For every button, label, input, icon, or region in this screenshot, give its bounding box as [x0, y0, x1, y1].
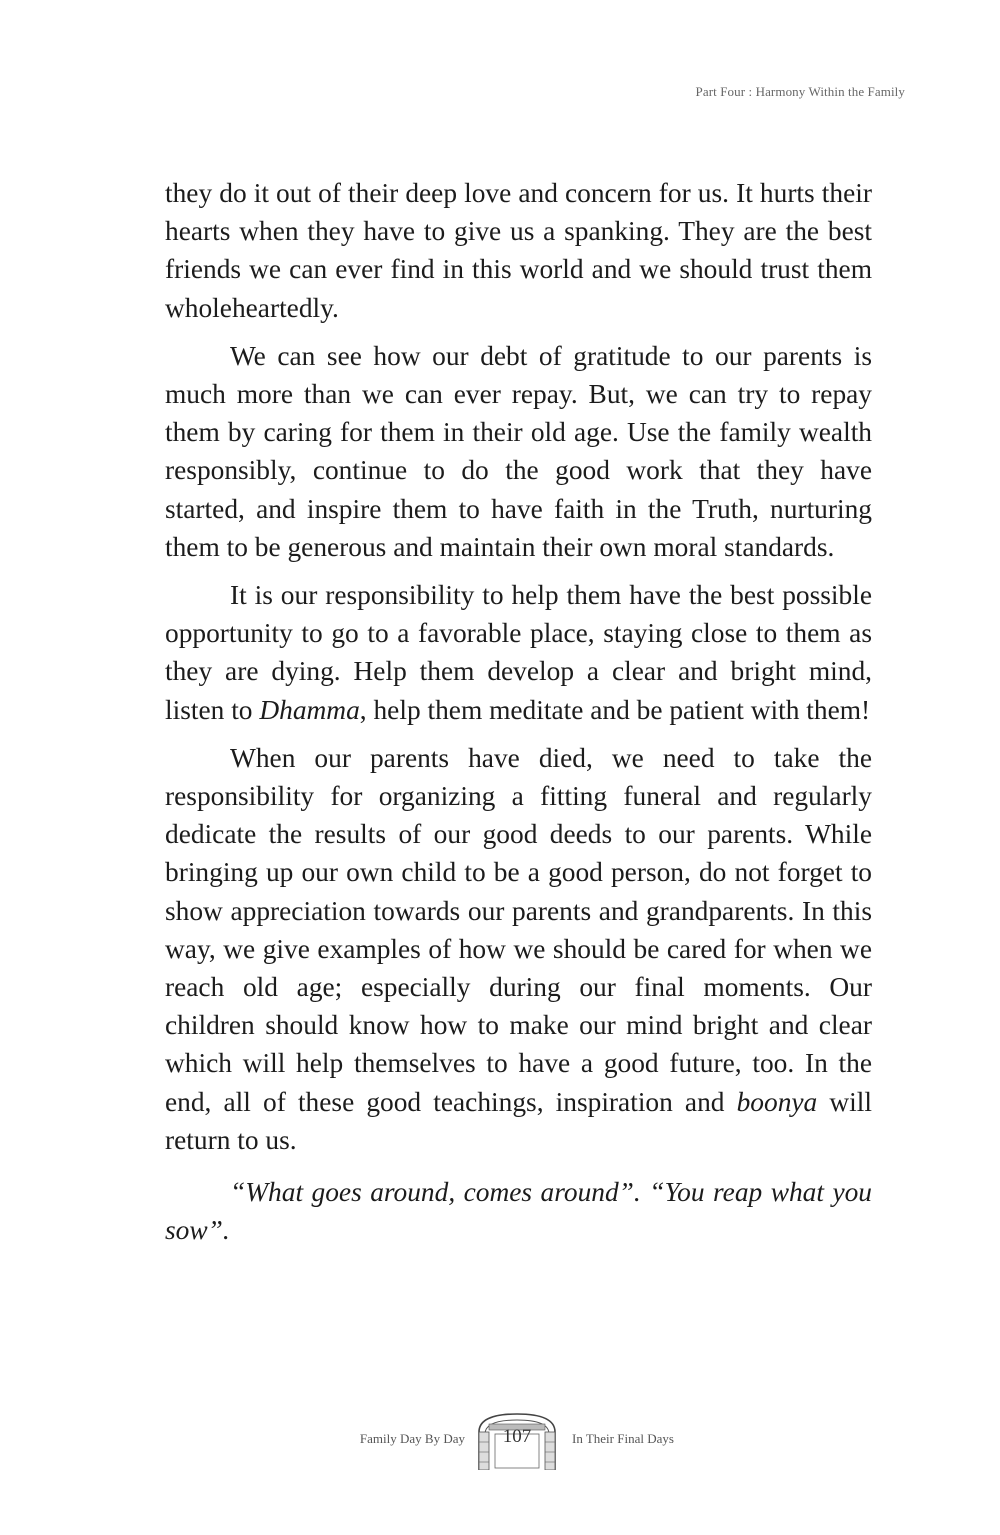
paragraph-4 — [165, 739, 872, 1159]
body-text — [165, 174, 872, 1259]
paragraph-2: We can see how our debt of gratitude to our parents is much more than we can ever repay. But, we can try to repay them by caring for them in their old age. Use the family wealth responsibly, continue to do the good work that they have started, and inspire them to have faith in the Truth, nurturing them to be generous and maintain their own moral standards. — [165, 340, 872, 562]
paragraph-4-text-a: When our parents have died, we need to take the responsibility for organizing a fitting funeral and regularly dedicate the results of our good deeds to our parents. While bringing up our own child to be a good person, do not forget to show appreciation towards our parents and grandparents. In this way, we give examples of how we should be cared for when we reach old age; especially during our final moments. Our children should know how to make our mind bright and clear which will help themselves to have a good future, too. In the end, all of these good teachings, inspiration and — [165, 742, 872, 1117]
closing-quote: “What goes around, comes around”. “You reap what you sow”. — [165, 1177, 872, 1246]
paragraph-3-text-b: , help them meditate and be patient with them! — [359, 694, 871, 725]
paragraph-3-text-a: It is our responsibility to help them have the best possible opportunity to go to a favorable place, staying close to them as they are dying. Help them develop a clear and bright mind, listen to — [165, 580, 872, 725]
running-header: Part Four : Harmony Within the Family — [695, 84, 905, 99]
paragraph-3 — [165, 576, 872, 729]
boonya-term: boonya — [736, 1086, 818, 1117]
dhamma-term: Dhamma — [259, 694, 360, 725]
page-number: 107 — [502, 1426, 532, 1447]
footer-chapter-title: In Their Final Days — [572, 1431, 674, 1446]
footer-book-title: Family Day By Day — [359, 1431, 465, 1446]
paragraph-1: they do it out of their deep love and concern for us. It hurts their hearts when they have to give us a spanking. They are the best friends we can ever find in this world and we should trust them wholeheartedly. — [165, 178, 872, 323]
paragraph-4-text-b: will return to us. — [165, 1086, 872, 1155]
page-footer — [0, 1412, 1000, 1472]
